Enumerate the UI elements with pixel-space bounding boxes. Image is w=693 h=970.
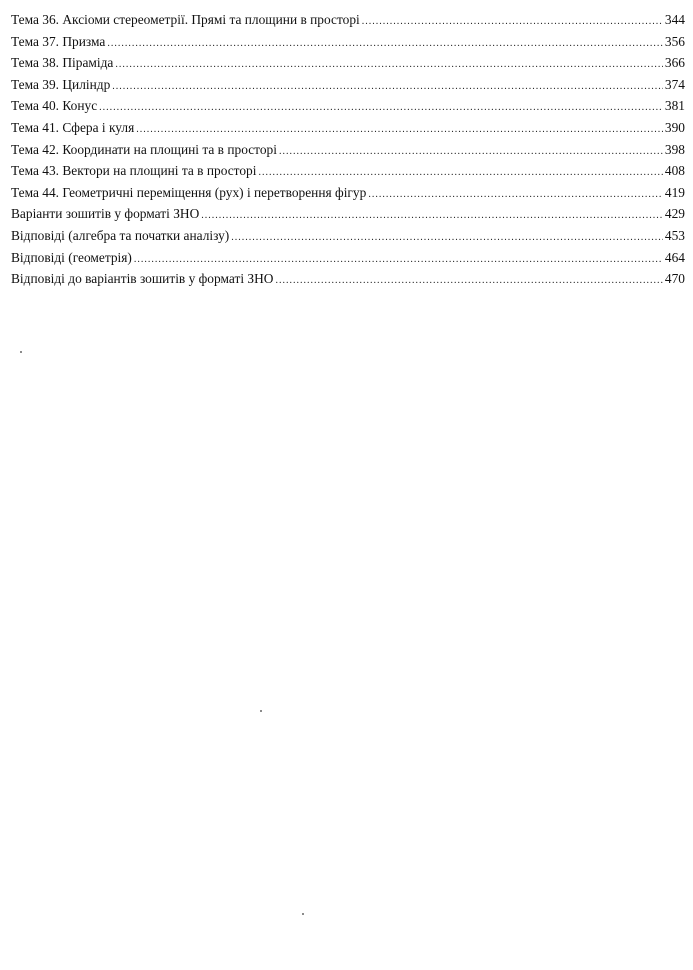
dot-leader (275, 270, 662, 292)
toc-entry (11, 117, 685, 139)
toc-entry-title: Варіанти зошитів у форматі ЗНО (11, 206, 200, 222)
toc-entry (11, 31, 685, 53)
dot-leader (279, 141, 663, 163)
dot-leader (134, 249, 663, 271)
toc-entry-page: 374 (664, 76, 685, 92)
toc-entry-title: Тема 37. Призма (11, 33, 106, 49)
toc-entry (11, 182, 685, 204)
toc-entry-page: 366 (664, 55, 685, 71)
toc-entry-title: Тема 42. Координати на площині та в просторі (11, 141, 277, 157)
toc-entry-page: 381 (664, 98, 685, 114)
toc-entry-page: 419 (664, 184, 685, 200)
toc-entry-page: 398 (664, 141, 685, 157)
scan-speck (302, 913, 304, 915)
toc-entry (11, 225, 685, 247)
toc-entry-title: Тема 43. Вектори на площині та в просторі (11, 163, 257, 179)
toc-entry-page: 429 (664, 206, 685, 222)
toc-entry (11, 247, 685, 269)
toc-entry-page: 356 (664, 33, 685, 49)
toc-entry-title: Тема 38. Піраміда (11, 55, 114, 71)
toc-entry (11, 203, 685, 225)
toc-entry-title: Тема 39. Циліндр (11, 76, 111, 92)
toc-entry-title: Відповіді (алгебра та початки аналізу) (11, 227, 230, 243)
dot-leader (362, 11, 663, 33)
toc-entry-page: 464 (664, 249, 685, 265)
scan-speck (260, 710, 262, 712)
toc-entry-title: Відповіді (геометрія) (11, 249, 132, 265)
dot-leader (258, 162, 662, 184)
toc-entry (11, 9, 685, 31)
dot-leader (99, 97, 663, 119)
toc-entry (11, 74, 685, 96)
dot-leader (112, 76, 663, 98)
toc-entry-title: Тема 36. Аксіоми стереометрії. Прямі та площини в просторі (11, 12, 360, 27)
toc-entry-title: Тема 40. Конус (11, 98, 98, 114)
toc-entry (11, 139, 685, 161)
toc-entry-title: Тема 44. Геометричні переміщення (рух) і перетворення фігур (11, 184, 367, 200)
toc-entry-title: Тема 41. Сфера і куля (11, 119, 135, 135)
toc-entry (11, 268, 685, 290)
dot-leader (368, 184, 663, 206)
dot-leader (115, 54, 663, 76)
toc-entry-page: 470 (664, 271, 685, 287)
table-of-contents (11, 9, 685, 290)
toc-entry (11, 52, 685, 74)
dot-leader (231, 227, 663, 249)
dot-leader (201, 205, 663, 227)
toc-entry-page: 453 (664, 227, 685, 243)
toc-entry-page: 390 (664, 119, 685, 135)
toc-entry-page: 408 (664, 163, 685, 179)
dot-leader (136, 119, 663, 141)
dot-leader (107, 33, 663, 55)
toc-entry (11, 95, 685, 117)
toc-entry-title: Відповіді до варіантів зошитів у форматі ЗНО (11, 271, 274, 287)
toc-entry-page: 344 (664, 12, 685, 27)
toc-entry (11, 160, 685, 182)
scan-speck (20, 351, 22, 353)
